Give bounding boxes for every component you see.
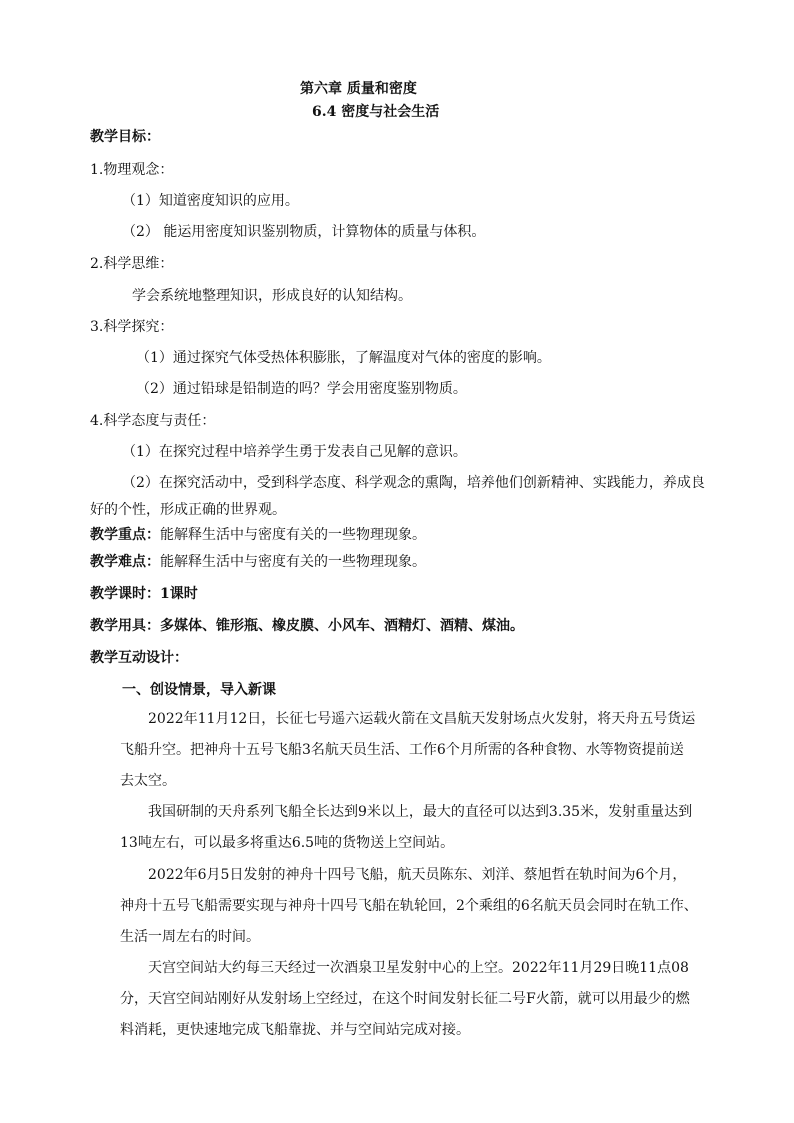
- objective-4-point-2-cont: 好的个性，形成正确的世界观。: [90, 502, 286, 518]
- paragraph-line: 分，天宫空间站刚好从发射场上空经过，在这个时间发射长征二号F火箭，就可以用最少的燃: [120, 991, 690, 1007]
- paragraph-line: 神舟十五号飞船需要实现与神舟十四号飞船在轨轮回，2个乘组的6名航天员会同时在轨工作、: [120, 898, 698, 914]
- key-point-label: 教学重点：: [90, 527, 160, 543]
- paragraph-line: 13吨左右，可以最多将重达6.5吨的货物送上空间站。: [120, 835, 455, 851]
- difficulty-label: 教学难点：: [90, 554, 160, 570]
- key-point-line: [90, 525, 426, 545]
- objective-4-title: 4.科学态度与责任：: [90, 413, 216, 429]
- objective-1-title: 1.物理观念：: [90, 162, 174, 178]
- objective-1-point-1: （1）知道密度知识的应用。: [122, 193, 299, 209]
- chapter-title: 第六章 质量和密度: [300, 81, 417, 97]
- objective-2-title: 2.科学思维：: [90, 256, 174, 272]
- objectives-label: 教学目标：: [90, 129, 160, 145]
- section-title: 6.4 密度与社会生活: [312, 104, 440, 120]
- paragraph-line: 2022年6月5日发射的神舟十四号飞船，航天员陈东、刘洋、蔡旭哲在轨时间为6个月，: [148, 867, 687, 883]
- paragraph-line: 我国研制的天舟系列飞船全长达到9米以上，最大的直径可以达到3.35米，发射重量达到: [148, 804, 693, 820]
- difficulty-text: 能解释生活中与密度有关的一些物理现象。: [160, 554, 426, 570]
- design-label: 教学互动设计：: [90, 650, 188, 666]
- tools-line: 教学用具：多媒体、锥形瓶、橡皮膜、小风车、酒精灯、酒精、煤油。: [90, 618, 524, 634]
- paragraph-line: 生活一周左右的时间。: [120, 929, 260, 945]
- objective-3-point-2: （2）通过铅球是铅制造的吗？学会用密度鉴别物质。: [136, 381, 467, 397]
- paragraph-line: 2022年11月12日，长征七号遥六运载火箭在文昌航天发射场点火发射，将天舟五号货运: [148, 711, 696, 727]
- paragraph-line: 天宫空间站大约每三天经过一次酒泉卫星发射中心的上空。2022年11月29日晚11点08: [148, 960, 689, 976]
- paragraph-line: 去太空。: [120, 773, 176, 789]
- objective-4-point-1: （1）在探究过程中培养学生勇于发表自己见解的意识。: [122, 444, 467, 460]
- difficulty-line: [90, 552, 426, 572]
- objective-3-title: 3.科学探究：: [90, 319, 174, 335]
- objective-4-point-2: （2）在探究活动中，受到科学态度、科学观念的熏陶，培养他们创新精神、实践能力，养成良: [122, 475, 705, 491]
- key-point-text: 能解释生活中与密度有关的一些物理现象。: [160, 527, 426, 543]
- objective-3-point-1: （1）通过探究气体受热体积膨胀，了解温度对气体的密度的影响。: [136, 350, 551, 366]
- paragraph-line: 料消耗，更快速地完成飞船靠拢、并与空间站完成对接。: [120, 1022, 470, 1038]
- section1-title: 一、创设情景，导入新课: [122, 682, 276, 698]
- hours-line: 教学课时：1课时: [90, 586, 198, 602]
- objective-2-point-1: 学会系统地整理知识，形成良好的认知结构。: [132, 288, 412, 304]
- objective-1-point-2: （2） 能运用密度知识鉴别物质，计算物体的质量与体积。: [122, 224, 486, 240]
- paragraph-line: 飞船升空。把神舟十五号飞船3名航天员生活、工作6个月所需的各种食物、水等物资提前送: [120, 742, 684, 758]
